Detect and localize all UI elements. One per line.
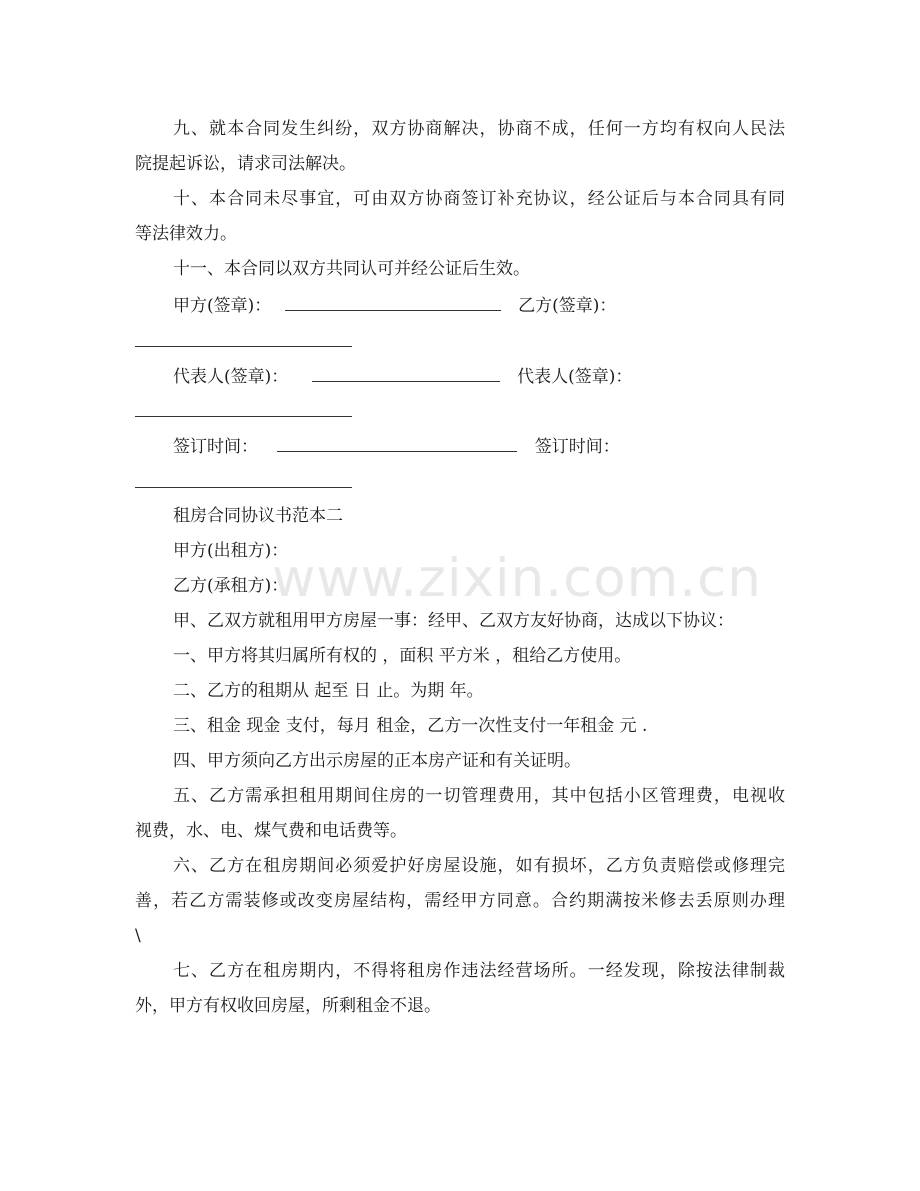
rep-a-signature-blank [312, 364, 500, 382]
lessor-label: 甲方(出租方)： [173, 541, 289, 561]
clause-10-line-1: 十、本合同未尽事宜，可由双方协商签订补充协议，经公证后与本合同具有同 [173, 189, 785, 209]
signature-row-date [173, 434, 823, 458]
item-7-line-2: 外，甲方有权收回房屋，所剩租金不退。 [135, 996, 441, 1016]
item-2: 二、乙方的租期从 起至 日 止。为期 年。 [173, 681, 484, 701]
clause-11: 十一、本合同以双方共同认可并经公证后生效。 [173, 259, 530, 279]
rep-b-signature-label: 代表人(签章)： [517, 367, 633, 387]
template-2-title: 租房合同协议书范本二 [173, 506, 343, 526]
item-5-line-2: 视费，水、电、煤气费和电话费等。 [135, 821, 407, 841]
party-a-signature-blank [285, 293, 501, 311]
item-1: 一、甲方将其归属所有权的 ，面积 平方米 ，租给乙方使用。 [173, 646, 632, 666]
item-3: 三、租金 现金 支付，每月 租金，乙方一次性支付一年租金 元 . [173, 716, 648, 736]
lessee-label: 乙方(承租方)： [173, 576, 289, 596]
item-7-line-1: 七、乙方在租房期内，不得将租房作违法经营场所。一经发现，除按法律制裁 [173, 961, 785, 981]
date-b-blank [135, 487, 352, 488]
date-a-label: 签订时间： [173, 437, 258, 457]
item-4: 四、甲方须向乙方出示房屋的正本房产证和有关证明。 [173, 751, 581, 771]
signature-row-representative [173, 364, 823, 388]
clause-9-line-2: 院提起诉讼，请求司法解决。 [135, 154, 356, 174]
item-6-line-1: 六、乙方在租房期间必须爱护好房屋设施，如有损坏，乙方负责赔偿或修理完 [173, 856, 785, 876]
rep-a-signature-label: 代表人(签章)： [173, 367, 289, 387]
party-a-signature-label: 甲方(签章)： [173, 296, 272, 316]
signature-row-party [173, 293, 823, 317]
party-b-signature-blank [135, 346, 352, 347]
clause-9-line-1: 九、就本合同发生纠纷，双方协商解决，协商不成，任何一方均有权向人民法 [173, 119, 785, 139]
date-b-label: 签订时间： [534, 437, 620, 457]
date-a-blank [277, 434, 517, 452]
party-b-signature-label: 乙方(签章)： [518, 296, 617, 316]
item-6-line-2: 善，若乙方需装修或改变房屋结构，需经甲方同意。合约期满按米修去丢原则办理 [135, 891, 785, 911]
rep-b-signature-blank [135, 416, 352, 417]
clause-10-line-2: 等法律效力。 [135, 224, 237, 244]
watermark: www.zixin.com.cn [272, 548, 762, 609]
item-6-line-3: \ [135, 926, 141, 946]
item-5-line-1: 五、乙方需承担租用期间住房的一切管理费用，其中包括小区管理费，电视收 [173, 786, 785, 806]
agreement-intro: 甲、乙双方就租用甲方房屋一事：经甲、乙双方友好协商，达成以下协议： [173, 611, 734, 631]
